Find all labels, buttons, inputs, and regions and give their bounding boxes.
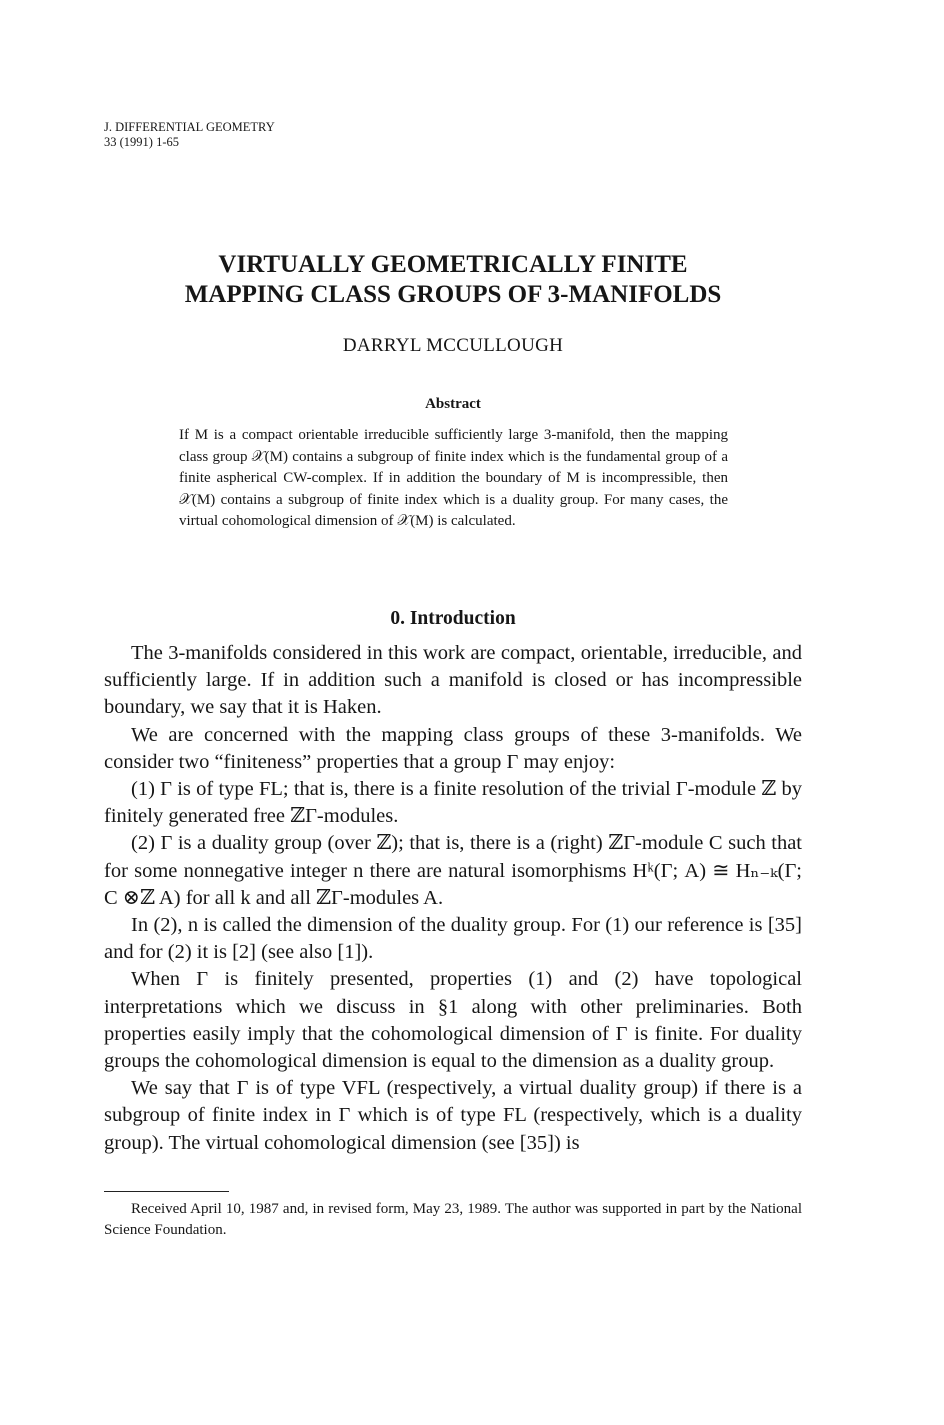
abstract-text: If M is a compact orientable irreducible sufficiently large 3-manifold, then the mapping class group 𝒳(M) contains a subgroup of finite index which is the fundamental group of a finite aspherical CW-complex. If in addition the boundary of M is incompressible, then 𝒳(M) contains a subgroup of finite index which is a duality group. For many cases, the virtual cohomological dimension of 𝒳(M) is calculated. xyxy=(179,427,728,529)
section-heading: 0. Introduction xyxy=(390,608,516,629)
title-line-1: VIRTUALLY GEOMETRICALLY FINITE xyxy=(218,251,688,278)
paragraph: In (2), n is called the dimension of the duality group. For (1) our reference is [35] and for (2) it is [2] (see also [1]). xyxy=(104,914,802,964)
paragraph: (1) Γ is of type FL; that is, there is a finite resolution of the trivial Γ-module ℤ by finitely generated free ℤΓ-modules. xyxy=(104,778,802,828)
paragraph: We say that Γ is of type VFL (respectively, a virtual duality group) if there is a subgroup of finite index in Γ which is of type FL (respectively, which is a duality group). The virtual cohomological dimension (see [35]) is xyxy=(104,1077,802,1154)
paper-title xyxy=(0,250,906,310)
title-line-2: MAPPING CLASS GROUPS OF 3-MANIFOLDS xyxy=(184,281,722,308)
paragraph: When Γ is finitely presented, properties (1) and (2) have topological interpretations which we discuss in §1 along with other preliminaries. Both properties easily imply that the cohomological dimension of Γ is finite. For duality groups the cohomological dimension is equal to the dimension as a duality group. xyxy=(104,968,802,1073)
journal-volume: 33 (1991) 1-65 xyxy=(104,135,179,149)
footnote xyxy=(104,1199,802,1240)
abstract-heading: Abstract xyxy=(425,396,481,412)
footnote-rule xyxy=(104,1191,229,1192)
author-name: DARRYL MCCULLOUGH xyxy=(342,335,564,356)
footnote-text: Received April 10, 1987 and, in revised form, May 23, 1989. The author was supported in part by the National Science Foundation. xyxy=(104,1201,802,1238)
paragraph: We are concerned with the mapping class groups of these 3-manifolds. We consider two “finiteness” properties that a group Γ may enjoy: xyxy=(104,723,802,773)
journal-header xyxy=(104,120,275,150)
paragraph: The 3-manifolds considered in this work are compact, orientable, irreducible, and sufficiently large. If in addition such a manifold is closed or has incompressible boundary, we say that it is Haken. xyxy=(104,642,802,719)
section-body xyxy=(104,640,802,1157)
journal-name: J. DIFFERENTIAL GEOMETRY xyxy=(104,120,275,134)
paragraph: (2) Γ is a duality group (over ℤ); that is, there is a (right) ℤΓ-module C such that for some nonnegative integer n there are natural isomorphisms Hᵏ(Γ; A) ≅ Hₙ₋ₖ(Γ; C ⊗ℤ A) for all k and all ℤΓ-modules A. xyxy=(104,832,802,909)
